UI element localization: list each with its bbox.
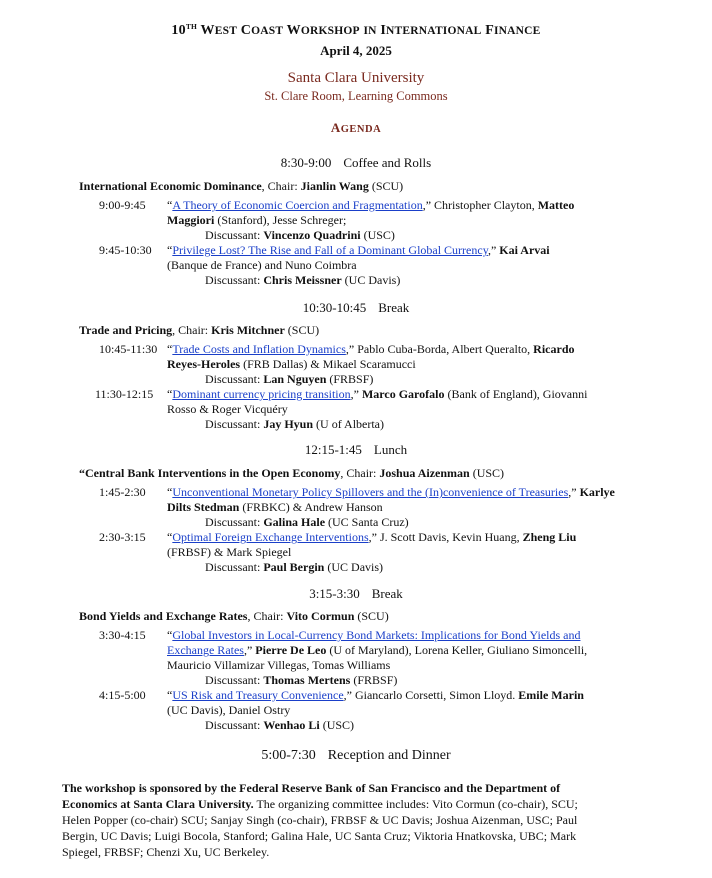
- paper-link[interactable]: Unconventional Monetary Policy Spillovers and the (In)convenience of Treasuries: [172, 485, 569, 499]
- session-1-paper-2-discussant: Discussant: Chris Meissner (UC Davis): [205, 273, 401, 287]
- session-3-paper-2-line2: (FRBSF) & Mark Spiegel: [167, 545, 292, 559]
- footer-line-2: Economics at Santa Clara University. The organizing committee includes: Vito Cormun (co-chair), SCU;: [62, 797, 578, 811]
- workshop-title: 10TH WEST COAST WORKSHOP IN INTERNATIONAL FINANCE: [171, 22, 541, 38]
- paper-link[interactable]: Global Investors in Local-Currency Bond Markets: Implications for Bond Yields and: [172, 628, 581, 642]
- session-4-header: Bond Yields and Exchange Rates, Chair: Vito Cormun (SCU): [79, 609, 389, 623]
- session-1-header: International Economic Dominance, Chair: Jianlin Wang (SCU): [79, 179, 404, 193]
- session-4-paper-2-discussant: Discussant: Wenhao Li (USC): [205, 718, 355, 732]
- session-1-paper-2-time: 9:45-10:30: [99, 243, 152, 257]
- workshop-date: April 4, 2025: [320, 43, 392, 58]
- session-4-paper-1-line3: Mauricio Villamizar Villegas, Tomas Williams: [167, 658, 391, 672]
- footer-line-1: The workshop is sponsored by the Federal Reserve Bank of San Francisco and the Department of: [62, 781, 561, 795]
- session-2-paper-1-time: 10:45-11:30: [99, 342, 158, 356]
- session-1-paper-1-discussant: Discussant: Vincenzo Quadrini (USC): [205, 228, 395, 242]
- session-2-header: Trade and Pricing, Chair: Kris Mitchner (SCU): [79, 323, 320, 337]
- footer-line-4: Bergin, UC Davis; Luigi Bocola, Stanford; Galina Hale, UC Santa Cruz; Viktoria Hnatkovska, UBC; Mark: [62, 829, 577, 843]
- session-3-paper-2-line1: “Optimal Foreign Exchange Interventions,” J. Scott Davis, Kevin Huang, Zheng Liu: [167, 530, 577, 544]
- session-2-paper-1-line1: “Trade Costs and Inflation Dynamics,” Pablo Cuba-Borda, Albert Queralto, Ricardo: [167, 342, 575, 356]
- university-name: Santa Clara University: [287, 70, 425, 86]
- session-3-paper-2-time: 2:30-3:15: [99, 530, 146, 544]
- session-1-paper-1-line1: “A Theory of Economic Coercion and Fragmentation,” Christopher Clayton, Matteo: [167, 198, 575, 212]
- session-1-paper-1-line2: Maggiori (Stanford), Jesse Schreger;: [167, 213, 347, 227]
- session-2-paper-2-line1: “Dominant currency pricing transition,” Marco Garofalo (Bank of England), Giovanni: [167, 387, 588, 401]
- session-3-paper-1-line2: Dilts Stedman (FRBKC) & Andrew Hanson: [167, 500, 383, 514]
- event-lunch: 12:15-1:45 Lunch: [304, 442, 408, 457]
- paper-link[interactable]: US Risk and Treasury Convenience: [172, 688, 344, 702]
- session-2-paper-2-time: 11:30-12:15: [95, 387, 154, 401]
- session-2-paper-1-line2: Reyes-Heroles (FRB Dallas) & Mikael Scaramucci: [167, 357, 416, 371]
- paper-link-cont[interactable]: Exchange Rates: [167, 643, 244, 657]
- session-3-header: “Central Bank Interventions in the Open Economy, Chair: Joshua Aizenman (USC): [79, 466, 505, 480]
- footer-line-3: Helen Popper (co-chair) SCU; Sanjay Singh (co-chair), FRBSF & UC Davis; Joshua Aizenman, USC; Paul: [62, 813, 578, 827]
- session-1-paper-1-time: 9:00-9:45: [99, 198, 146, 212]
- session-4-paper-2-line1: “US Risk and Treasury Convenience,” Giancarlo Corsetti, Simon Lloyd. Emile Marin: [167, 688, 584, 702]
- session-3-paper-2-discussant: Discussant: Paul Bergin (UC Davis): [205, 560, 384, 574]
- paper-link[interactable]: Dominant currency pricing transition: [172, 387, 351, 401]
- session-1-paper-2-line1: “Privilege Lost? The Rise and Fall of a Dominant Global Currency,” Kai Arvai: [167, 243, 550, 257]
- footer-line-5: Spiegel, FRBSF; Chenzi Xu, UC Berkeley.: [62, 845, 270, 859]
- session-3-paper-1-time: 1:45-2:30: [99, 485, 146, 499]
- session-4-paper-2-time: 4:15-5:00: [99, 688, 146, 702]
- event-coffee: 8:30-9:00 Coffee and Rolls: [280, 155, 432, 170]
- session-2-paper-2-discussant: Discussant: Jay Hyun (U of Alberta): [205, 417, 385, 431]
- session-1-paper-2-line2: (Banque de France) and Nuno Coimbra: [167, 258, 357, 272]
- event-reception: 5:00-7:30 Reception and Dinner: [261, 748, 451, 763]
- session-4-paper-1-time: 3:30-4:15: [99, 628, 146, 642]
- room-name: St. Clare Room, Learning Commons: [264, 89, 448, 103]
- event-break-2: 3:15-3:30 Break: [309, 586, 403, 601]
- session-4-paper-2-line2: (UC Davis), Daniel Ostry: [167, 703, 291, 717]
- event-break-1: 10:30-10:45 Break: [302, 300, 410, 315]
- session-2-paper-2-line2: Rosso & Roger Vicquéry: [167, 402, 288, 416]
- paper-link[interactable]: A Theory of Economic Coercion and Fragmentation: [172, 198, 423, 212]
- session-4-paper-1-line2: Exchange Rates,” Pierre De Leo (U of Maryland), Lorena Keller, Giuliano Simoncelli,: [167, 643, 588, 657]
- session-4-paper-1-line1: “Global Investors in Local-Currency Bond Markets: Implications for Bond Yields and: [167, 628, 581, 642]
- paper-link[interactable]: Privilege Lost? The Rise and Fall of a Dominant Global Currency: [172, 243, 488, 257]
- session-3-paper-1-discussant: Discussant: Galina Hale (UC Santa Cruz): [205, 515, 409, 529]
- session-3-paper-1-line1: “Unconventional Monetary Policy Spillovers and the (In)convenience of Treasuries,” Karlye: [167, 485, 615, 499]
- paper-link[interactable]: Trade Costs and Inflation Dynamics: [172, 342, 346, 356]
- session-4-paper-1-discussant: Discussant: Thomas Mertens (FRBSF): [205, 673, 398, 687]
- paper-link[interactable]: Optimal Foreign Exchange Interventions: [172, 530, 369, 544]
- session-2-paper-1-discussant: Discussant: Lan Nguyen (FRBSF): [205, 372, 374, 386]
- agenda-heading: AGENDA: [330, 120, 382, 135]
